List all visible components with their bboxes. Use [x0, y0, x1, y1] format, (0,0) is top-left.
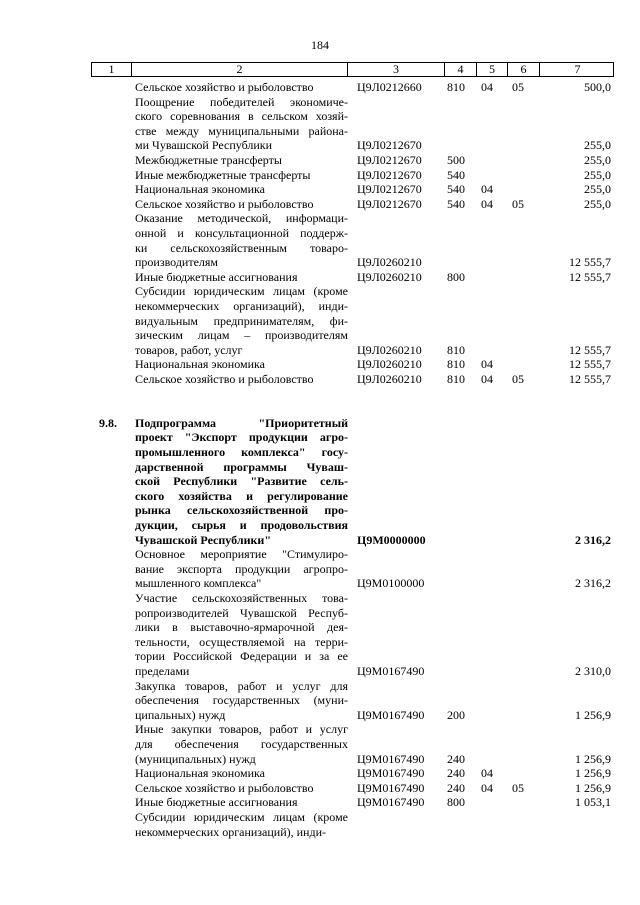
description-line: Основное мероприятие "Стимулиро-	[135, 547, 348, 562]
table-row	[91, 270, 614, 285]
amount: 255,0	[584, 196, 611, 211]
row-description	[135, 810, 348, 839]
amount: 1 256,9	[575, 707, 611, 722]
row-description	[135, 284, 348, 357]
header-col-5: 5	[477, 63, 508, 76]
description-line: Оказание методической, информаци-	[135, 211, 348, 226]
table-row	[91, 211, 614, 269]
description-line: Чувашской Республики"	[135, 532, 271, 547]
description-line: производителям	[135, 255, 219, 270]
subsection-code: 05	[512, 780, 524, 795]
description-line: зическим лицам – производителям	[135, 328, 348, 343]
table-row	[91, 591, 614, 679]
description-line: Национальная экономика	[135, 182, 265, 197]
row-description	[135, 182, 348, 197]
row-description	[135, 722, 348, 766]
expense-type: 800	[447, 269, 465, 284]
description-line: (муниципальных) нужд	[135, 751, 256, 766]
expense-type: 810	[447, 80, 465, 94]
amount: 2 310,0	[575, 664, 611, 678]
target-code: Ц9М0167490	[357, 766, 425, 781]
description-line: ского соревнования в сельском хозяй-	[135, 109, 348, 124]
description-line: ки сельскохозяйственным товаро-	[135, 240, 348, 255]
description-line: Иные бюджетные ассигнования	[135, 795, 298, 810]
row-description	[135, 766, 348, 781]
target-code: Ц9М0100000	[357, 576, 425, 591]
section-code: 04	[481, 80, 493, 94]
target-code: Ц9Л0260210	[357, 269, 422, 284]
expense-type: 240	[447, 766, 465, 781]
description-line: ципальных) нужд	[135, 707, 226, 722]
description-line: лики в выставочно-ярмарочной дея-	[135, 620, 348, 635]
section-code: 04	[481, 372, 493, 386]
section-code: 04	[481, 357, 493, 372]
table-row	[91, 781, 614, 796]
row-description	[135, 80, 348, 95]
subsection-code: 05	[512, 372, 524, 386]
description-line: мышленного комплекса"	[135, 576, 262, 591]
row-description	[135, 95, 348, 153]
row-description	[135, 153, 348, 168]
target-code: Ц9Л0260210	[357, 342, 422, 357]
table-row	[91, 416, 614, 547]
row-description	[135, 781, 348, 796]
description-line: Национальная экономика	[135, 357, 265, 372]
amount: 255,0	[584, 153, 611, 167]
amount: 2 316,2	[575, 576, 611, 591]
description-line: некоммерческих организаций), инди-	[135, 298, 348, 313]
table-row	[91, 284, 614, 357]
description-line: Субсидии юридическим лицам (кроме	[135, 284, 348, 299]
description-line: Иные закупки товаров, работ и услуг	[135, 722, 348, 737]
row-description	[135, 795, 348, 810]
amount: 12 555,7	[569, 269, 611, 284]
description-line: ской Республики "Развитие сель-	[135, 474, 348, 489]
target-code: Ц9М0167490	[357, 780, 425, 795]
description-line: Национальная экономика	[135, 766, 265, 781]
description-line: пределами	[135, 663, 190, 678]
target-code: Ц9М0167490	[357, 795, 425, 810]
target-code: Ц9Л0212670	[357, 182, 422, 197]
description-line: Сельское хозяйство и рыболовство	[135, 80, 314, 94]
target-code: Ц9Л0260210	[357, 357, 422, 372]
amount: 2 316,2	[575, 532, 611, 547]
row-description	[135, 591, 348, 679]
section-code: 04	[481, 780, 493, 795]
table-row	[91, 679, 614, 723]
description-line: Межбюджетные трансферты	[135, 153, 282, 167]
expense-type: 540	[447, 167, 465, 182]
expense-type: 810	[447, 342, 465, 357]
target-code: Ц9Л0212670	[357, 196, 422, 211]
table-row	[91, 722, 614, 766]
row-number: 9.8.	[99, 415, 117, 430]
section-code: 04	[481, 182, 493, 197]
amount: 255,0	[584, 138, 611, 153]
row-description	[135, 168, 348, 183]
description-line: некоммерческих организаций), инди-	[135, 824, 326, 839]
subsection-code: 05	[512, 80, 524, 94]
description-line: Иные межбюджетные трансферты	[135, 167, 311, 182]
target-code: Ц9Л0212670	[357, 153, 422, 167]
amount: 255,0	[584, 167, 611, 182]
target-code: Ц9Л0212670	[357, 167, 422, 182]
description-line: Закупка товаров, работ и услуг для	[135, 678, 348, 693]
amount: 1 256,9	[575, 780, 611, 795]
row-description	[135, 679, 348, 723]
description-line: Сельское хозяйство и рыболовство	[135, 372, 314, 386]
subsection-code: 05	[512, 196, 524, 211]
table-row	[91, 95, 614, 153]
expense-type: 810	[447, 357, 465, 372]
target-code: Ц9Л0260210	[357, 255, 422, 270]
section-code: 04	[481, 766, 493, 781]
table-header	[91, 62, 614, 77]
description-line: Сельское хозяйство и рыболовство	[135, 196, 314, 211]
description-line: дукции, сырья и продовольствия	[135, 517, 348, 532]
description-line: онной и консультационной поддерж-	[135, 225, 348, 240]
table-row	[91, 197, 614, 212]
description-line: Иные бюджетные ассигнования	[135, 269, 298, 284]
row-description	[135, 547, 348, 591]
header-col-4: 4	[445, 63, 477, 76]
table-row	[91, 766, 614, 781]
description-line: Поощрение победителей экономиче-	[135, 94, 348, 109]
amount: 255,0	[584, 182, 611, 197]
table-row	[91, 357, 614, 372]
amount: 12 555,7	[569, 255, 611, 270]
expense-type: 200	[447, 707, 465, 722]
target-code: Ц9Л0260210	[357, 372, 422, 386]
description-line: Сельское хозяйство и рыболовство	[135, 780, 314, 795]
description-line: промышленного комплекса" госу-	[135, 444, 348, 459]
expense-type: 500	[447, 153, 465, 167]
header-col-2: 2	[132, 63, 348, 76]
description-line: стве между муниципальными района-	[135, 123, 348, 138]
description-line: Субсидии юридическим лицам (кроме	[135, 810, 348, 824]
target-code: Ц9М0167490	[357, 664, 425, 678]
expense-type: 810	[447, 372, 465, 386]
description-line: товаров, работ, услуг	[135, 342, 243, 357]
amount: 1 256,9	[575, 751, 611, 766]
table-row	[91, 795, 614, 810]
description-line: Подпрограмма "Приоритетный	[135, 415, 348, 430]
header-col-3: 3	[348, 63, 445, 76]
description-line: проект "Экспорт продукции агро-	[135, 430, 348, 445]
target-code: Ц9Л0212670	[357, 138, 422, 153]
row-description	[135, 197, 348, 212]
description-line: ми Чувашской Республики	[135, 138, 273, 153]
table-row	[91, 182, 614, 197]
row-description	[135, 416, 348, 547]
amount: 12 555,7	[569, 342, 611, 357]
target-code: Ц9М0167490	[357, 751, 425, 766]
target-code: Ц9Л0212660	[357, 80, 422, 94]
table-row	[91, 168, 614, 183]
row-description	[135, 211, 348, 269]
target-code: Ц9М0000000	[357, 532, 426, 547]
table-row	[91, 153, 614, 168]
description-line: ского хозяйства и регулирование	[135, 488, 348, 503]
expense-type: 800	[447, 795, 465, 810]
amount: 500,0	[584, 80, 611, 94]
description-line: для обеспечения государственных	[135, 736, 348, 751]
amount: 12 555,7	[569, 357, 611, 372]
table-row	[91, 810, 614, 839]
amount: 12 555,7	[569, 372, 611, 386]
row-description	[135, 372, 348, 387]
target-code: Ц9М0167490	[357, 707, 425, 722]
page-number: 184	[311, 38, 329, 52]
description-line: дарственной программы Чуваш-	[135, 459, 348, 474]
description-line: тельности, осуществляемой на терри-	[135, 634, 348, 649]
header-col-1: 1	[92, 63, 132, 76]
description-line: Участие сельскохозяйственных това-	[135, 591, 348, 605]
description-line: обеспечения государственных (муни-	[135, 693, 348, 708]
header-col-7: 7	[574, 62, 581, 76]
description-line: тории Российской Федерации и за ее	[135, 649, 348, 664]
expense-type: 540	[447, 182, 465, 197]
expense-type: 540	[447, 196, 465, 211]
section-code: 04	[481, 196, 493, 211]
description-line: ропроизводителей Чувашской Респуб-	[135, 605, 348, 620]
table-row	[91, 372, 614, 387]
expense-type: 240	[447, 751, 465, 766]
header-col-6: 6	[508, 63, 540, 76]
expense-type: 240	[447, 780, 465, 795]
table-row	[91, 547, 614, 591]
row-description	[135, 270, 348, 285]
amount: 1 053,1	[575, 795, 611, 810]
description-line: рынка сельскохозяйственной про-	[135, 503, 348, 518]
table-row	[91, 80, 614, 95]
row-description	[135, 357, 348, 372]
description-line: видуальным предпринимателям, фи-	[135, 313, 348, 328]
amount: 1 256,9	[575, 766, 611, 781]
description-line: вание экспорта продукции агропро-	[135, 561, 348, 576]
